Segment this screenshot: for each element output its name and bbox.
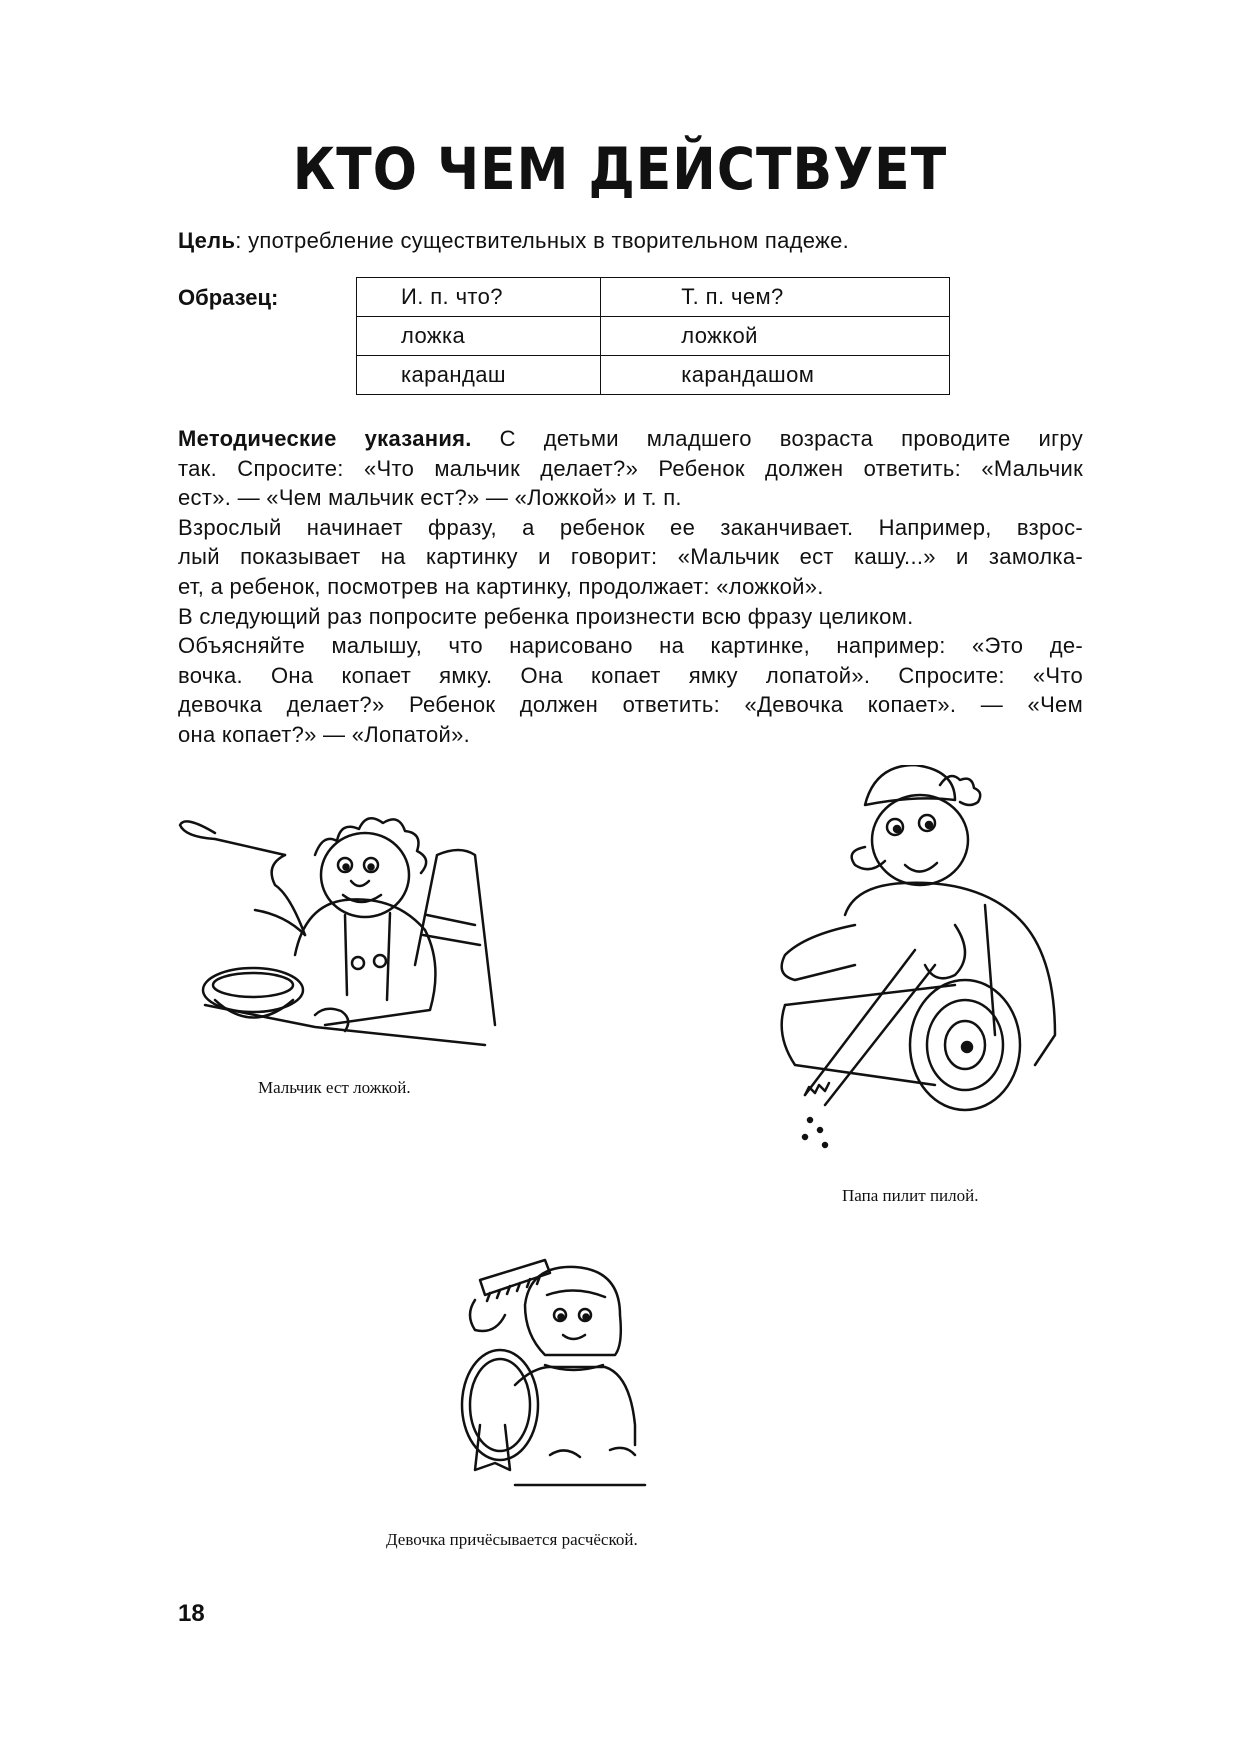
goal-description: : употребление существительных в творительном падеже. — [235, 228, 850, 253]
method-text — [178, 424, 1083, 750]
table-cell: карандаш — [357, 356, 601, 395]
table-cell: карандашом — [601, 356, 950, 395]
page-title: КТО ЧЕМ ДЕЙСТВУЕТ — [292, 136, 948, 204]
girl-combing-illustration — [455, 1255, 655, 1505]
method-line: Объясняйте малышу, что нарисовано на картинке, например: «Это де- — [178, 633, 1083, 659]
boy-caption: Мальчик ест ложкой. — [258, 1078, 411, 1097]
goal-text — [178, 228, 849, 254]
table-row — [357, 278, 950, 317]
table-row — [357, 356, 950, 395]
table-cell: Т. п. чем? — [601, 278, 950, 317]
sample-table — [356, 277, 950, 395]
method-line: В следующий раз попросите ребенка произнести всю фразу целиком. — [178, 603, 914, 629]
method-line: лый показывает на картинку и говорит: «Мальчик ест кашу...» и замолка- — [178, 544, 1083, 570]
table-cell: И. п. что? — [357, 278, 601, 317]
boy-eating-illustration — [175, 795, 565, 1055]
table-row — [357, 317, 950, 356]
girl-caption: Девочка причёсывается расчёской. — [386, 1530, 638, 1549]
method-label: Методические указания. — [178, 426, 472, 451]
table-cell: ложкой — [601, 317, 950, 356]
method-line: ест». — «Чем мальчик ест?» — «Ложкой» и т. п. — [178, 485, 682, 511]
method-line: вочка. Она копает ямку. Она копает ямку лопатой». Спросите: «Что — [178, 662, 1083, 688]
method-line: она копает?» — «Лопатой». — [178, 721, 471, 747]
method-line: Методические указания. С детьми младшего возраста проводите игру — [178, 426, 1083, 451]
method-line: девочка делает?» Ребенок должен ответить: «Девочка копает». — «Чем — [178, 692, 1083, 718]
sample-label: Образец: — [178, 285, 279, 310]
goal-label: Цель — [178, 228, 236, 253]
method-line: так. Спросите: «Что мальчик делает?» Ребенок должен ответить: «Мальчик — [178, 455, 1083, 481]
page-number: 18 — [178, 1600, 205, 1627]
method-line: ет, а ребенок, посмотрев на картинку, продолжает: «ложкой». — [178, 573, 824, 599]
table-cell: ложка — [357, 317, 601, 356]
dad-caption: Папа пилит пилой. — [842, 1186, 979, 1205]
dad-sawing-illustration — [755, 765, 1085, 1160]
method-line: Взрослый начинает фразу, а ребенок ее заканчивает. Например, взрос- — [178, 514, 1083, 540]
